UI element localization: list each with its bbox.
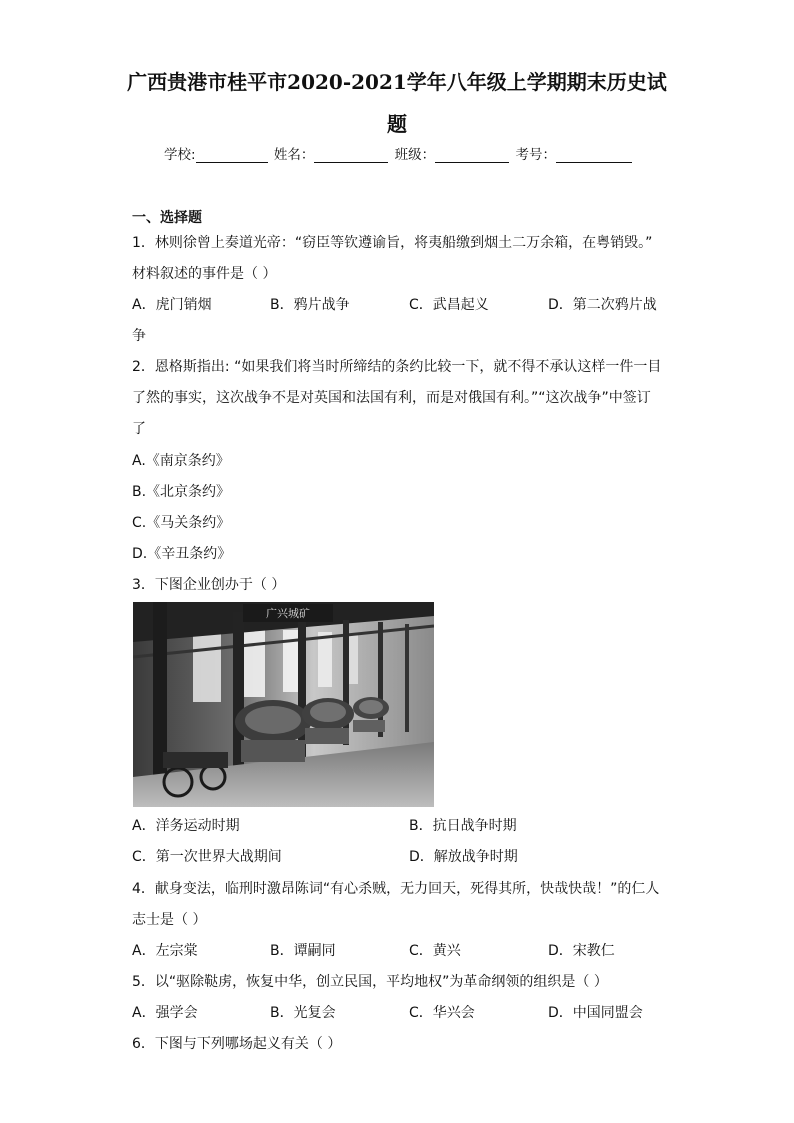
q3-stem: 3．下图企业创办于（ ） (132, 577, 286, 593)
q5-option-a[interactable]: A．强学会 (132, 1005, 198, 1021)
factory-photo-drawing (133, 602, 434, 807)
student-info-row (164, 143, 644, 163)
q5-stem: 5．以“驱除鞑虏，恢复中华，创立民国，平均地权”为革命纲领的组织是（ ） (132, 974, 608, 990)
class-label: 班级： (394, 147, 436, 163)
exam-title-line2: 题 (387, 112, 407, 136)
q2-stem-line1: 2．恩格斯指出: “如果我们将当时所缔结的条约比较一下，就不得不承认这样一件一目 (132, 359, 662, 375)
q3-option-a[interactable]: A．洋务运动时期 (132, 818, 240, 834)
class-blank[interactable] (435, 147, 509, 163)
section-title: 一、选择题 (132, 210, 202, 226)
factory-photo (133, 602, 434, 807)
q4-option-d[interactable]: D．宋教仁 (548, 943, 615, 959)
q2-option-a[interactable]: A.《南京条约》 (132, 453, 230, 469)
school-blank[interactable] (196, 147, 268, 163)
q1-option-c[interactable]: C．武昌起义 (409, 297, 489, 313)
q4-option-c[interactable]: C．黄兴 (409, 943, 461, 959)
q1-option-d-cont: 争 (132, 328, 146, 344)
q1-option-a[interactable]: A．虎门销烟 (132, 297, 212, 313)
q3-option-b[interactable]: B．抗日战争时期 (409, 818, 517, 834)
q3-option-c[interactable]: C．第一次世界大战期间 (132, 849, 282, 865)
q1-option-b[interactable]: B．鸦片战争 (270, 297, 350, 313)
q2-stem-line2: 了然的事实，这次战争不是对英国和法国有利，而是对俄国有利。”“这次战争”中签订 (132, 390, 651, 406)
factory-sign-text: 广兴城矿 (266, 607, 310, 620)
q3-option-d[interactable]: D．解放战争时期 (409, 849, 518, 865)
q2-option-c[interactable]: C.《马关条约》 (132, 515, 231, 531)
q1-option-d[interactable]: D．第二次鸦片战 (548, 297, 657, 313)
q4-stem-line1: 4．献身变法，临刑时激昂陈词“有心杀贼，无力回天，死得其所，快哉快哉！”的仁人 (132, 881, 660, 897)
exam-no-label: 考号： (515, 147, 556, 163)
exam-no-blank[interactable] (556, 147, 632, 163)
q5-option-b[interactable]: B．光复会 (270, 1005, 336, 1021)
q5-option-d[interactable]: D．中国同盟会 (548, 1005, 643, 1021)
name-label: 姓名： (273, 147, 315, 163)
q2-stem-line3: 了 (132, 421, 146, 437)
q4-option-b[interactable]: B．谭嗣同 (270, 943, 336, 959)
q4-stem-line2: 志士是（ ） (132, 912, 207, 928)
q5-option-c[interactable]: C．华兴会 (409, 1005, 475, 1021)
q1-stem-line2: 材料叙述的事件是（ ） (132, 266, 277, 282)
q4-option-a[interactable]: A．左宗棠 (132, 943, 198, 959)
q2-option-d[interactable]: D.《辛丑条约》 (132, 546, 232, 562)
q2-option-b[interactable]: B.《北京条约》 (132, 484, 231, 500)
q1-stem-line1: 1．林则徐曾上奏道光帝：“窃臣等钦遵谕旨，将夷船缴到烟土二万余箱，在粤销毁。” (132, 235, 653, 251)
school-label: 学校: (164, 147, 196, 163)
q6-stem: 6．下图与下列哪场起义有关（ ） (132, 1036, 342, 1052)
name-blank[interactable] (314, 147, 388, 163)
exam-title-line1: 广西贵港市桂平市2020-2021学年八年级上学期期末历史试 (127, 70, 667, 94)
